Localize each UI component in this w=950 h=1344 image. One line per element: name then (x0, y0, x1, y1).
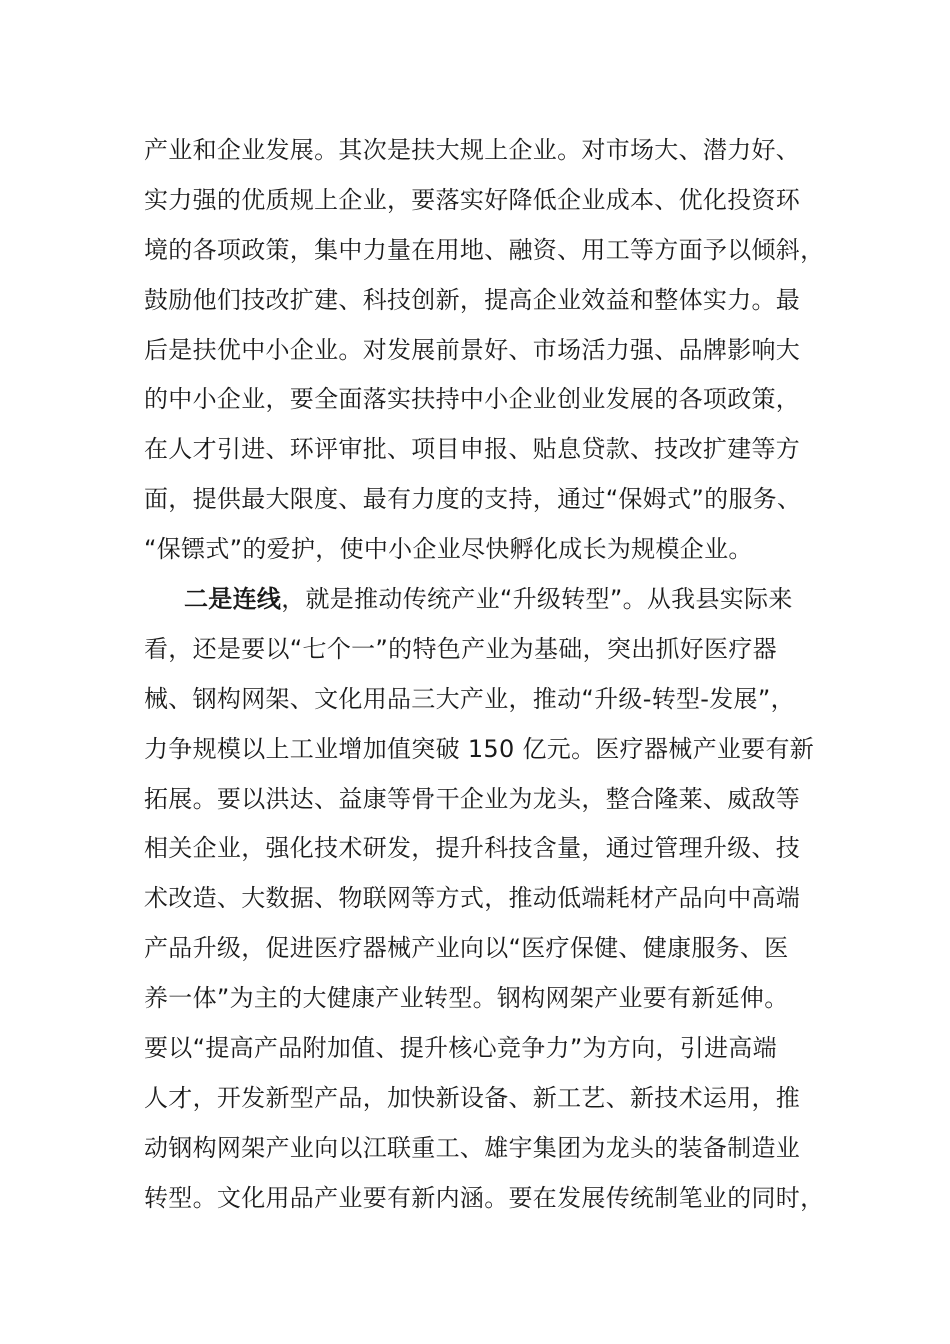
text-line: 转型。文化用品产业要有新内涵。要在发展传统制笔业的同时， (144, 1183, 824, 1212)
text-line: 力争规模以上工业增加值突破 150 亿元。医疗器械产业要有新 (144, 734, 815, 763)
text-line: 械、钢构网架、文化用品三大产业，推动“升级-转型-发展”， (144, 684, 795, 713)
text-line: 在人才引进、环评审批、项目申报、贴息贷款、技改扩建等方 (144, 435, 801, 464)
text-line: 后是扶优中小企业。对发展前景好、市场活力强、品牌影响大 (144, 335, 801, 364)
text-line: 术改造、大数据、物联网等方式，推动低端耗材产品向中高端 (144, 884, 801, 913)
text-line: 鼓励他们技改扩建、科技创新，提高企业效益和整体实力。最 (144, 285, 801, 314)
paragraph-lead-text: ，就是推动传统产业“升级转型”。从我县实际来 (281, 585, 793, 614)
text-line: 动钢构网架产业向以江联重工、雄宇集团为龙头的装备制造业 (144, 1133, 801, 1162)
document-body (144, 126, 824, 1224)
text-line: 面，提供最大限度、最有力度的支持，通过“保姆式”的服务、 (144, 485, 802, 514)
text-line: 要以“提高产品附加值、提升核心竞争力”为方向，引进高端 (144, 1034, 777, 1063)
paragraph-1 (144, 126, 824, 575)
text-line: 养一体”为主的大健康产业转型。钢构网架产业要有新延伸。 (144, 984, 789, 1013)
text-line: “保镖式”的爱护，使中小企业尽快孵化成长为规模企业。 (144, 535, 753, 564)
text-line: 境的各项政策，集中力量在用地、融资、用工等方面予以倾斜， (144, 235, 824, 264)
text-line: 的中小企业，要全面落实扶持中小企业创业发展的各项政策， (144, 385, 801, 414)
text-line: 实力强的优质规上企业，要落实好降低企业成本、优化投资环 (144, 185, 801, 214)
text-line: 相关企业，强化技术研发，提升科技含量，通过管理升级、技 (144, 834, 801, 863)
text-line: 人才，开发新型产品，加快新设备、新工艺、新技术运用，推 (144, 1083, 801, 1112)
paragraph-lead-heading: 二是连线 (184, 585, 282, 614)
text-line-lead (144, 575, 824, 625)
paragraph-2 (144, 575, 824, 1224)
text-line: 看，还是要以“七个一”的特色产业为基础，突出抓好医疗器 (144, 634, 777, 663)
text-line: 拓展。要以洪达、益康等骨干企业为龙头，整合隆莱、威敌等 (144, 784, 801, 813)
text-line: 产品升级，促进医疗器械产业向以“医疗保健、健康服务、医 (144, 934, 789, 963)
text-line: 产业和企业发展。其次是扶大规上企业。对市场大、潜力好、 (144, 136, 801, 164)
